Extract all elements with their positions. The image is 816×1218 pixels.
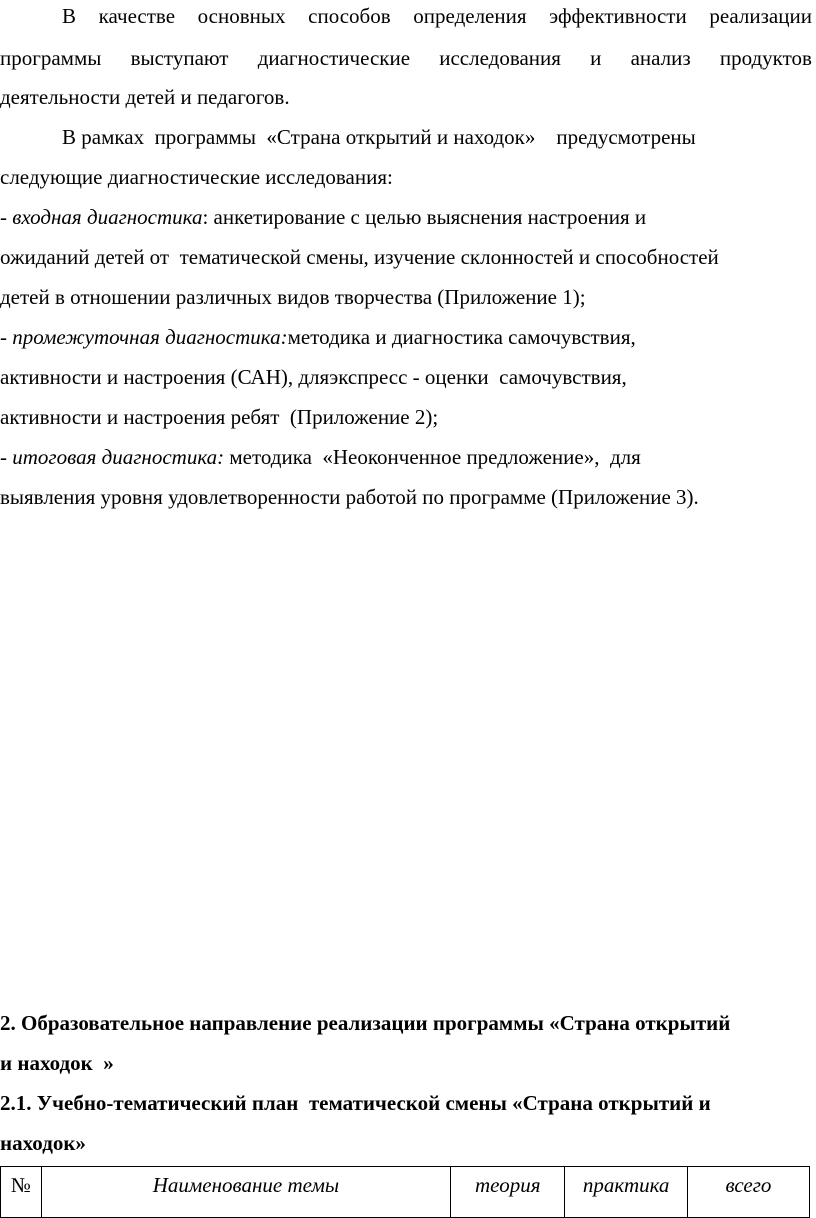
list-item-label: итоговая диагностика:: [12, 445, 225, 469]
header-theory: теория: [451, 1167, 565, 1218]
section-heading-2-line-1: 2. Образовательное направление реализации программы «Страна открытий: [0, 1011, 731, 1035]
word: исследования: [439, 46, 561, 70]
header-practice: практика: [565, 1167, 688, 1218]
word: диагностические: [257, 46, 411, 70]
word: определения: [413, 4, 527, 28]
list-item-text: методика «Неоконченное предложение», для: [224, 445, 641, 469]
paragraph-1-line-2: [0, 44, 812, 72]
paragraph-2-line-1: В рамках программы «Страна открытий и находок» предусмотрены: [62, 125, 696, 149]
list-item-label: промежуточная диагностика:: [12, 325, 288, 349]
section-heading-2-1-line-1: 2.1. Учебно-тематический план тематической смены «Страна открытий и: [0, 1091, 711, 1115]
list-item-2-line-2: активности и настроения (САН), дляэкспресс - оценки самочувствия,: [0, 365, 627, 389]
list-item-text: методика и диагностика самочувствия,: [287, 325, 636, 349]
word: реализации: [709, 4, 812, 28]
word: продуктов: [719, 46, 812, 70]
word: анализ: [630, 46, 691, 70]
paragraph-2-line-2: следующие диагностические исследования:: [0, 165, 393, 189]
list-item-final-diagnostics: [0, 443, 641, 471]
word: основных: [197, 4, 286, 28]
list-dash: -: [0, 445, 13, 469]
word: и: [590, 46, 602, 70]
list-dash: -: [0, 325, 13, 349]
list-item-input-diagnostics: [0, 203, 646, 231]
table-header-row: [1, 1167, 810, 1218]
list-item-intermediate-diagnostics: [0, 323, 636, 351]
paragraph-1-line-3: деятельности детей и педагогов.: [0, 85, 290, 109]
header-total: всего: [687, 1167, 809, 1218]
header-number: №: [1, 1167, 42, 1218]
word: программы: [0, 46, 102, 70]
thematic-plan-table: [0, 1166, 810, 1218]
word: способов: [308, 4, 391, 28]
list-item-3-line-2: выявления уровня удовлетворенности работой по программе (Приложение 3).: [0, 485, 699, 509]
list-dash: -: [0, 205, 13, 229]
list-item-1-line-2: ожиданий детей от тематической смены, изучение склонностей и способностей: [0, 245, 719, 269]
header-topic-name: Наименование темы: [41, 1167, 450, 1218]
word: В: [62, 4, 77, 28]
list-item-2-line-3: активности и настроения ребят (Приложение 2);: [0, 405, 439, 429]
word: выступают: [130, 46, 229, 70]
list-item-text: : анкетирование с целью выяснения настроения и: [202, 205, 647, 229]
paragraph-1-line-1: [0, 2, 812, 30]
section-heading-2-1-line-2: находок»: [0, 1131, 86, 1155]
word: качестве: [98, 4, 176, 28]
word: эффективности: [549, 4, 687, 28]
section-heading-2-line-2: и находок »: [0, 1051, 114, 1075]
list-item-label: входная диагностика: [12, 205, 203, 229]
list-item-1-line-3: детей в отношении различных видов творчества (Приложение 1);: [0, 285, 586, 309]
